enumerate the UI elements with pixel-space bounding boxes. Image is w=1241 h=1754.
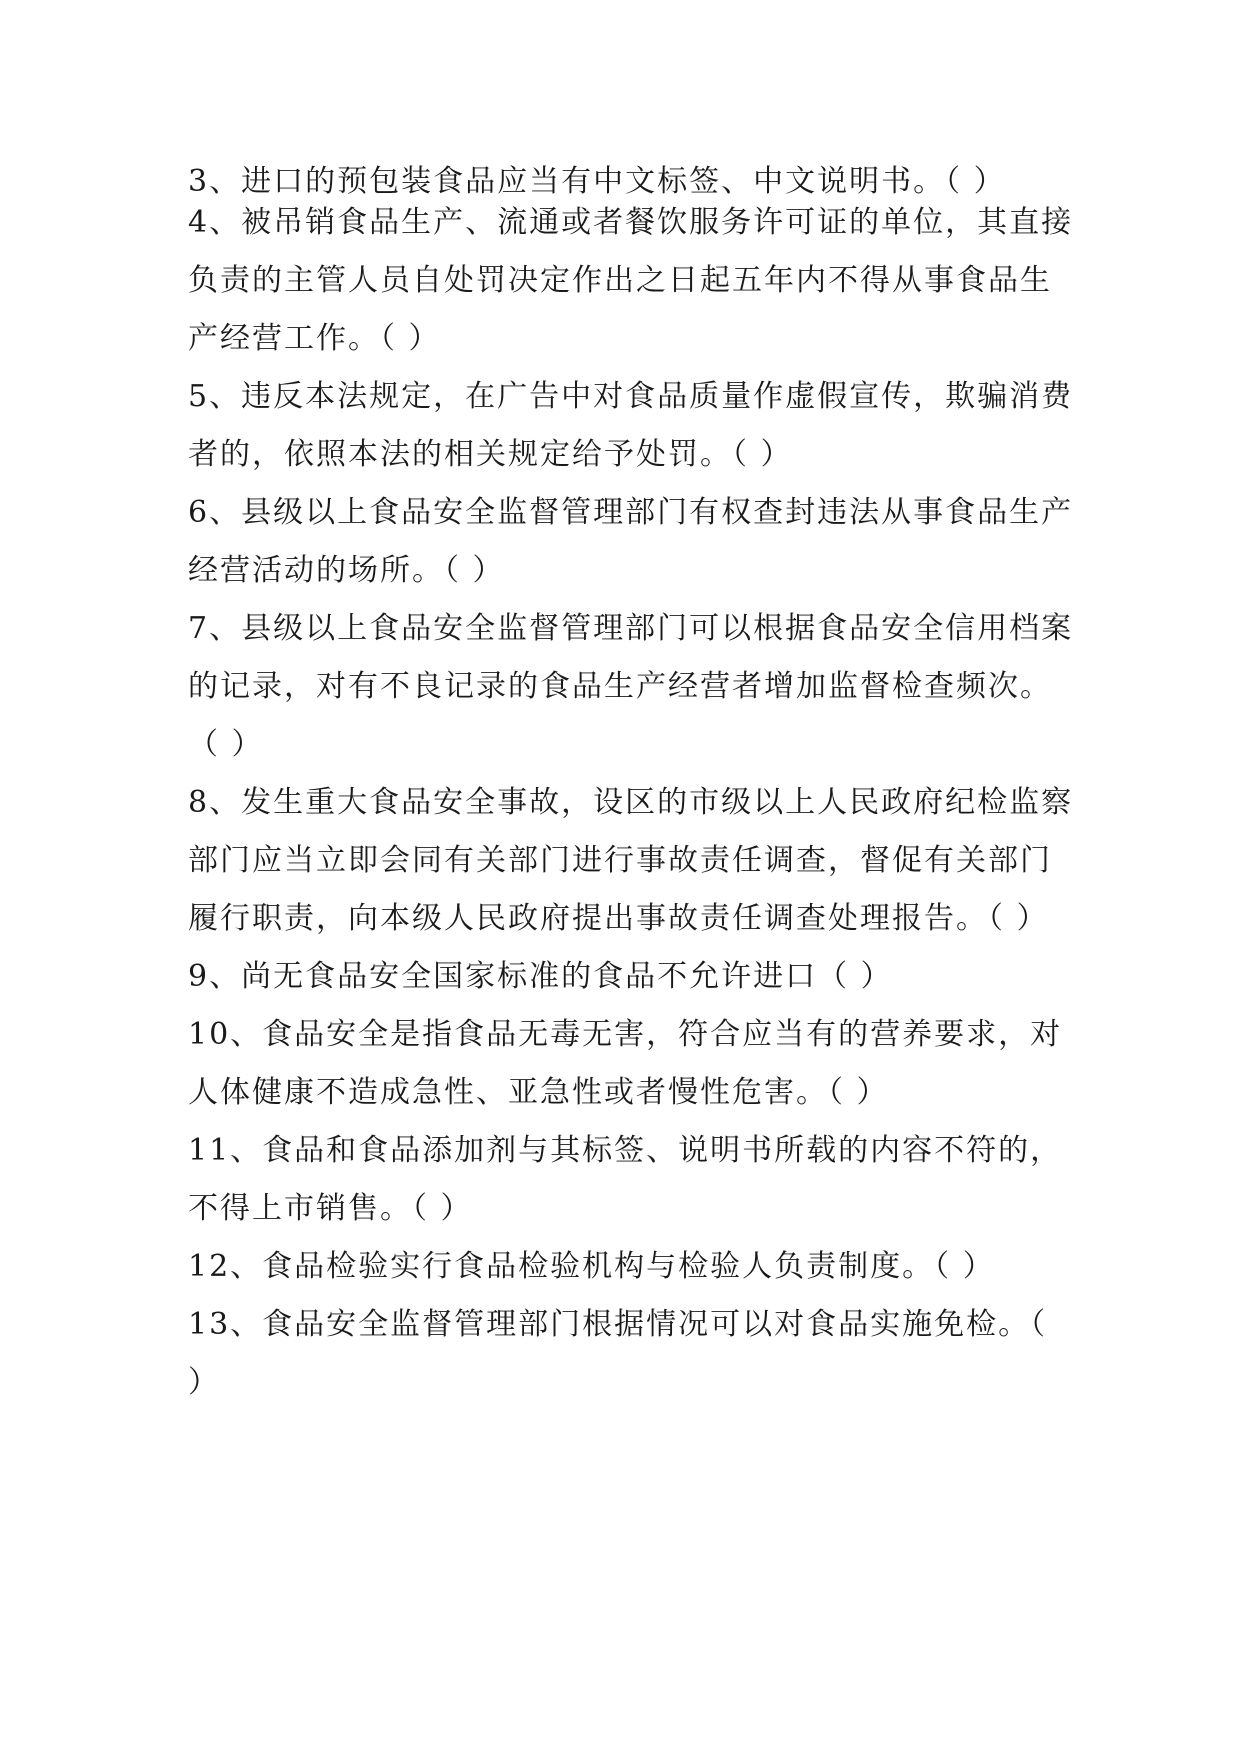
text-line-q4-3: 产经营工作。（ ）: [188, 321, 441, 356]
text-line-q7-1: 7、县级以上食品安全监督管理部门可以根据食品安全信用档案: [188, 611, 1074, 646]
text-line-q6-1: 6、县级以上食品安全监督管理部门有权查封违法从事食品生产: [188, 495, 1074, 530]
text-line-q12: 12、食品检验实行食品检验机构与检验人负责制度。（ ）: [188, 1249, 995, 1284]
text-line-q4-2: 负责的主管人员自处罚决定作出之日起五年内不得从事食品生: [188, 263, 1052, 298]
text-line-q11-2: 不得上市销售。（ ）: [188, 1191, 473, 1226]
text-line-q5-1: 5、违反本法规定，在广告中对食品质量作虚假宣传，欺骗消费: [188, 379, 1074, 414]
text-line-q5-2: 者的，依照本法的相关规定给予处罚。（ ）: [188, 437, 793, 472]
text-line-q10-1: 10、食品安全是指食品无毒无害，符合应当有的营养要求，对: [188, 1017, 1063, 1052]
text-line-q8-1: 8、发生重大食品安全事故，设区的市级以上人民政府纪检监察: [188, 785, 1074, 820]
text-line-q3: 3、进口的预包装食品应当有中文标签、中文说明书。（ ）: [188, 164, 1006, 199]
text-line-q8-3: 履行职责，向本级人民政府提出事故责任调查处理报告。（ ）: [188, 901, 1049, 936]
text-line-q8-2: 部门应当立即会同有关部门进行事故责任调查，督促有关部门: [188, 843, 1052, 878]
text-line-q6-2: 经营活动的场所。（ ）: [188, 553, 505, 588]
text-line-q7-2: 的记录，对有不良记录的食品生产经营者增加监督检查频次。: [188, 669, 1052, 704]
text-line-q13-1: 13、食品安全监督管理部门根据情况可以对食品实施免检。（: [188, 1307, 1048, 1342]
text-line-q7-3: （ ）: [188, 727, 264, 762]
text-line-q4-1: 4、被吊销食品生产、流通或者餐饮服务许可证的单位，其直接: [188, 205, 1074, 240]
text-line-q10-2: 人体健康不造成急性、亚急性或者慢性危害。（ ）: [188, 1075, 889, 1110]
text-line-q13-2: ）: [188, 1365, 220, 1400]
text-line-q9: 9、尚无食品安全国家标准的食品不允许进口（ ）: [188, 959, 893, 994]
text-line-q11-1: 11、食品和食品添加剂与其标签、说明书所载的内容不符的，: [188, 1133, 1063, 1168]
